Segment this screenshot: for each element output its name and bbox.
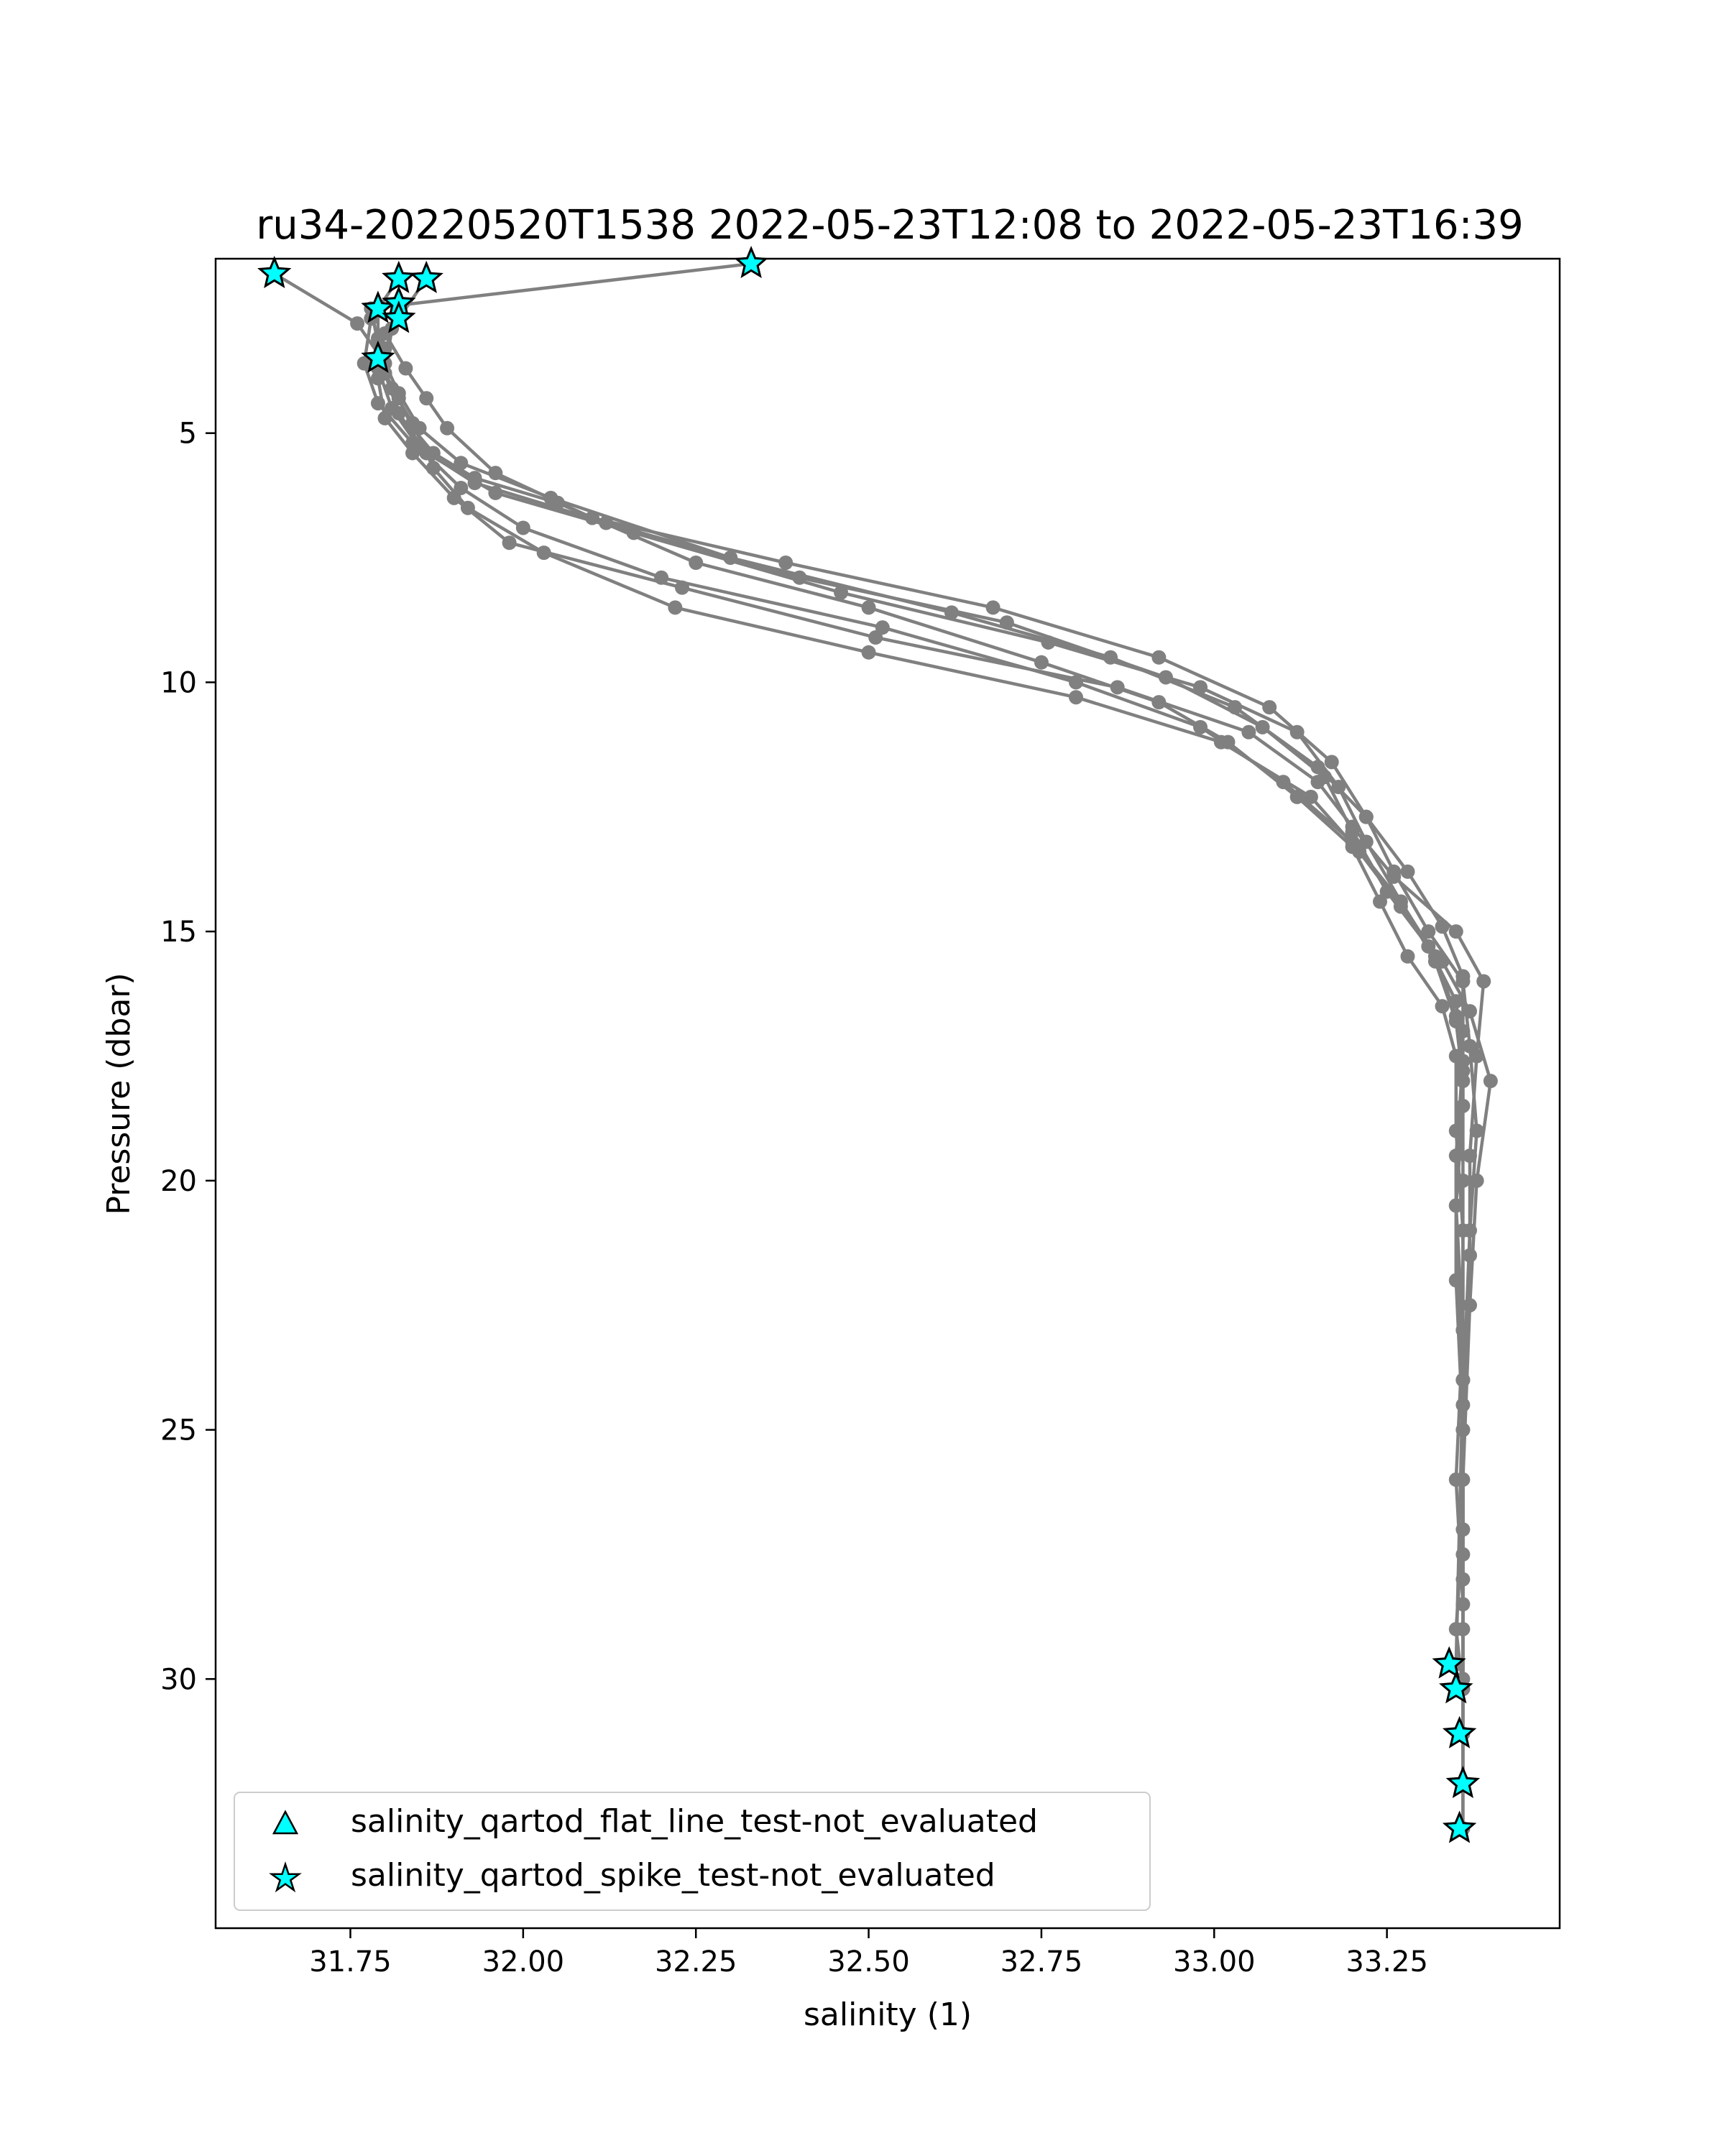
profile-point <box>1400 865 1414 879</box>
profile-point <box>1400 949 1414 964</box>
profile-point <box>1394 899 1408 913</box>
profile-point <box>862 645 876 660</box>
profile-point <box>1325 755 1339 769</box>
legend-label-spike: salinity_qartod_spike_test-not_evaluated <box>351 1857 995 1894</box>
profile-point <box>1256 720 1270 734</box>
profile-point <box>986 600 1000 614</box>
x-axis-label: salinity (1) <box>803 1996 972 2033</box>
profile-point <box>1463 1223 1477 1238</box>
profile-point <box>1484 1074 1498 1088</box>
profile-point <box>516 520 530 535</box>
x-tick-label: 32.00 <box>482 1945 565 1978</box>
x-tick-label: 33.25 <box>1346 1945 1428 1978</box>
x-tick-label: 32.25 <box>654 1945 737 1978</box>
profile-point <box>371 371 385 385</box>
profile-point <box>1193 720 1208 734</box>
profile-point <box>1449 1148 1463 1163</box>
profile-point <box>1435 999 1450 1013</box>
profile-point <box>405 446 420 460</box>
profile-point <box>1455 1398 1470 1412</box>
profile-point <box>1241 725 1256 740</box>
profile-point <box>1449 1273 1463 1288</box>
profile-point <box>1000 615 1014 630</box>
profile-point <box>1346 820 1360 834</box>
profile-point <box>1435 919 1450 934</box>
plot-frame <box>216 259 1560 1928</box>
y-tick-label: 5 <box>178 417 197 451</box>
y-tick-label: 30 <box>160 1663 197 1697</box>
profile-point <box>488 466 502 480</box>
profile-point <box>1455 974 1470 988</box>
profile-point <box>1304 790 1318 804</box>
profile-point <box>1041 635 1056 650</box>
profile-point <box>440 421 454 436</box>
profile-point <box>398 361 413 376</box>
profile-point <box>385 381 399 395</box>
profile-point <box>1455 1174 1470 1188</box>
x-tick-label: 33.00 <box>1173 1945 1256 1978</box>
legend-label-flat-line: salinity_qartod_flat_line_test-not_evaluated <box>351 1803 1038 1840</box>
plot-area <box>216 259 1560 1928</box>
profile-point <box>1463 1298 1477 1312</box>
profile-point <box>426 461 441 475</box>
profile-point <box>1470 1124 1484 1138</box>
y-axis-label: Pressure (dbar) <box>101 972 137 1215</box>
profile-point <box>1449 1199 1463 1213</box>
profile-point <box>1110 680 1125 694</box>
profile-point <box>1449 924 1463 939</box>
profile-point <box>1455 1622 1470 1636</box>
profile-point <box>778 556 793 570</box>
profile-point <box>378 411 392 425</box>
legend <box>234 1792 1150 1910</box>
profile-point <box>488 486 502 500</box>
profile-point <box>1463 1039 1477 1054</box>
x-tick-label: 32.75 <box>1000 1945 1083 1978</box>
profile-point <box>668 600 682 614</box>
profile-point <box>502 535 517 550</box>
x-tick-label: 31.75 <box>309 1945 392 1978</box>
profile-point <box>350 316 364 331</box>
profile-point <box>1476 974 1491 988</box>
profile-point <box>454 456 468 470</box>
profile-point <box>834 586 848 600</box>
profile-point <box>1193 680 1208 694</box>
y-tick-label: 20 <box>160 1164 197 1198</box>
profile-point <box>405 416 420 430</box>
profile-point <box>1214 735 1228 750</box>
profile-point <box>419 391 433 405</box>
profile-point <box>1449 1009 1463 1023</box>
profile-point <box>1262 700 1276 714</box>
profile-point <box>1151 650 1166 665</box>
profile-point <box>1359 810 1374 824</box>
profile-point <box>862 600 876 614</box>
x-tick-label: 32.50 <box>827 1945 910 1978</box>
profile-point <box>461 501 475 515</box>
profile-point <box>1455 1064 1470 1078</box>
profile-point <box>1034 655 1049 670</box>
chart-title: ru34-20220520T1538 2022-05-23T12:08 to 2022-05-23T16:39 <box>256 202 1524 249</box>
profile-point <box>1069 690 1083 704</box>
profile-point <box>1421 924 1435 939</box>
y-tick-label: 15 <box>160 916 197 949</box>
profile-point <box>585 511 599 525</box>
y-tick-label: 10 <box>160 666 197 700</box>
y-tick-label: 25 <box>160 1414 197 1447</box>
profile-point <box>537 545 551 560</box>
profile-point <box>1310 775 1325 789</box>
profile-point <box>868 630 883 645</box>
profile-point <box>689 556 703 570</box>
profile-point <box>1386 865 1401 879</box>
profile-point <box>1352 844 1366 859</box>
profile-point <box>675 581 689 595</box>
